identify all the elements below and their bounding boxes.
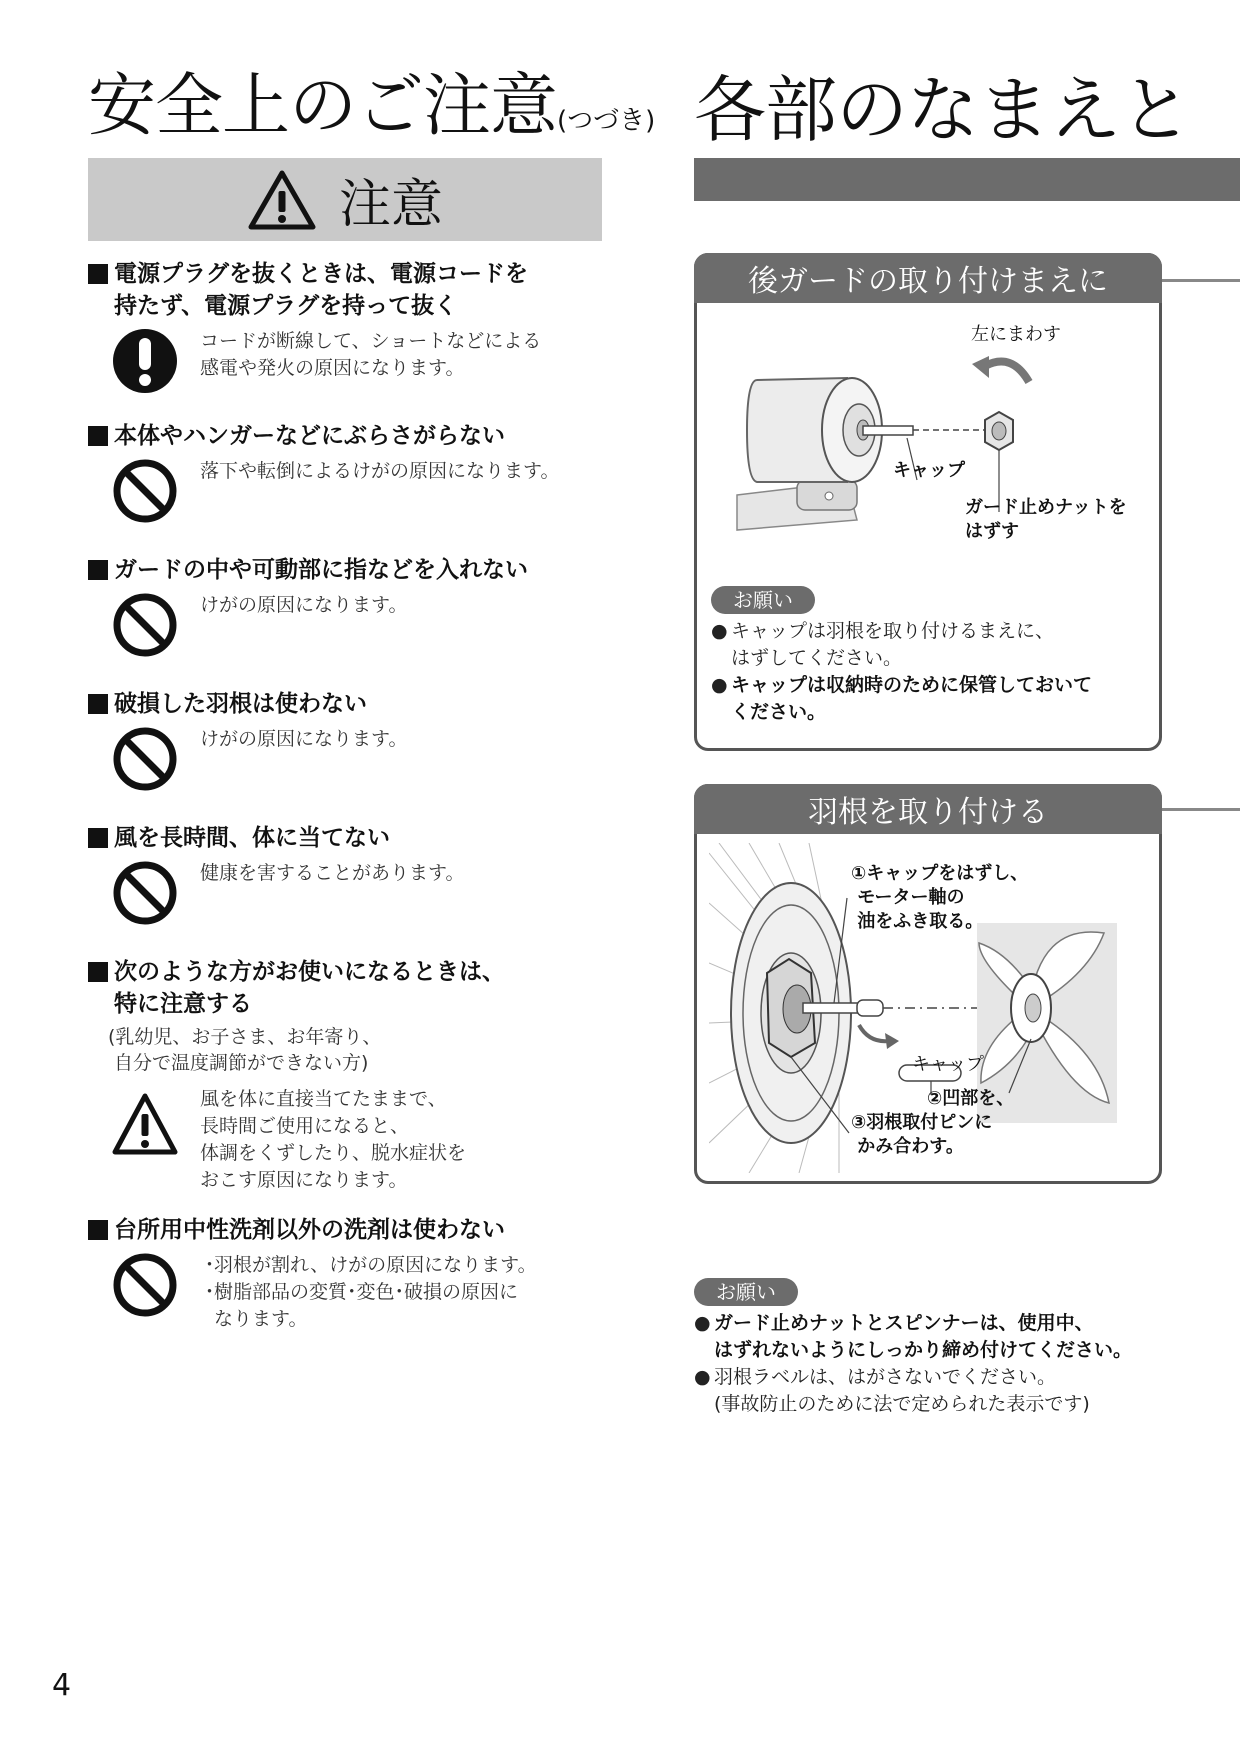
item-heading: 破損した羽根は使わない	[114, 691, 367, 717]
warning-triangle-icon	[247, 169, 317, 231]
warning-triangle-icon	[112, 1092, 178, 1158]
panel-title: 後ガードの取り付けまえに	[694, 253, 1162, 303]
item-description: けがの原因になります。	[200, 594, 408, 616]
exclamation-icon	[112, 328, 178, 394]
prohibited-icon	[112, 458, 178, 524]
item-parenthetical: (乳幼児、お子さま、お年寄り、 自分で温度調節ができない方)	[108, 1026, 382, 1074]
label-step2: ②凹部を、	[927, 1088, 1015, 1109]
label-cap: キャップ	[912, 1054, 984, 1075]
page-number: 4	[52, 1668, 72, 1703]
prohibited-icon	[112, 592, 178, 658]
request-notes	[694, 1310, 1240, 1418]
item-heading: 台所用中性洗剤以外の洗剤は使わない	[114, 1217, 505, 1243]
item-heading: 風を長時間、体に当てない	[114, 825, 390, 851]
bullet-square	[88, 1220, 108, 1240]
panel-title: 羽根を取り付ける	[694, 784, 1162, 834]
bullet-square	[88, 560, 108, 580]
item-bullets	[200, 1252, 537, 1333]
label-step1: ①キャップをはずし、 モーター軸の 油をふき取る。	[851, 863, 1029, 932]
item-heading: 電源プラグを抜くときは、電源コードを 持たず、電源プラグを持って抜く	[114, 261, 528, 319]
label-rotate-left: 左にまわす	[971, 324, 1061, 345]
note-item: ● ガード止めナットとスピンナーは、使用中、 はずれないようにしっかり締め付けてください。	[694, 1312, 1133, 1361]
item-description: コードが断線して、ショートなどによる 感電や発火の原因になります。	[200, 330, 542, 379]
title-suffix: (つづき)	[557, 106, 656, 136]
item-description: けがの原因になります。	[200, 728, 408, 750]
panel-connector-line	[1162, 808, 1240, 811]
bullet-item: ・ 羽根が割れ、けがの原因になります。	[200, 1254, 537, 1276]
bullet-item: ・ 樹脂部品の変質･変色･破損の原因に なります。	[200, 1281, 519, 1330]
prohibited-icon	[112, 1252, 178, 1318]
bullet-square	[88, 694, 108, 714]
item-heading: 次のような方がお使いになるときは、 特に注意する	[114, 959, 505, 1017]
note-item: ● キャップは収納時のために保管しておいて ください。	[711, 674, 1093, 723]
caution-item	[88, 822, 608, 932]
caution-label: 注意	[338, 175, 443, 235]
panel-connector-line	[1162, 279, 1240, 282]
item-description: 落下や転倒によるけがの原因になります。	[200, 460, 560, 482]
page-title-parts: 各部のなまえと	[694, 68, 1192, 152]
section-header-bar	[694, 158, 1240, 201]
bullet-square	[88, 264, 108, 284]
panel-before-rear-guard	[694, 253, 1162, 751]
bullet-square	[88, 426, 108, 446]
item-description: 健康を害することがあります。	[200, 862, 465, 884]
caution-item	[88, 420, 608, 530]
caution-banner	[88, 158, 602, 241]
note-item: ● キャップは羽根を取り付けるまえに、 はずしてください。	[711, 620, 1055, 669]
request-badge: お願い	[711, 586, 815, 614]
caution-item	[88, 554, 608, 664]
prohibited-icon	[112, 726, 178, 792]
request-notes	[711, 618, 1092, 726]
label-guard-nut: ガード止めナットを はずす	[965, 497, 1127, 542]
item-description: 風を体に直接当てたままで、 長時間ご使用になると、 体調をくずしたり、脱水症状を おこす原因になります。	[200, 1088, 467, 1191]
prohibited-icon	[112, 860, 178, 926]
caution-item	[88, 956, 608, 1198]
panel-attach-blade	[694, 784, 1162, 1184]
label-step3: ③羽根取付ピンに かみ合わす。	[851, 1112, 993, 1157]
item-heading: 本体やハンガーなどにぶらさがらない	[114, 423, 505, 449]
bullet-square	[88, 962, 108, 982]
label-cap: キャップ	[893, 460, 965, 481]
caution-item	[88, 1214, 608, 1342]
page-title-safety: 安全上のご注意(つづき)	[88, 67, 656, 146]
item-heading: ガードの中や可動部に指などを入れない	[114, 557, 528, 583]
note-item: ● 羽根ラベルは、はがさないでください。 (事故防止のために法で定められた表示です)	[694, 1366, 1090, 1415]
caution-item	[88, 688, 608, 798]
request-badge: お願い	[694, 1278, 798, 1306]
bottom-request-note	[694, 1278, 1240, 1418]
bullet-square	[88, 828, 108, 848]
caution-item	[88, 258, 608, 400]
